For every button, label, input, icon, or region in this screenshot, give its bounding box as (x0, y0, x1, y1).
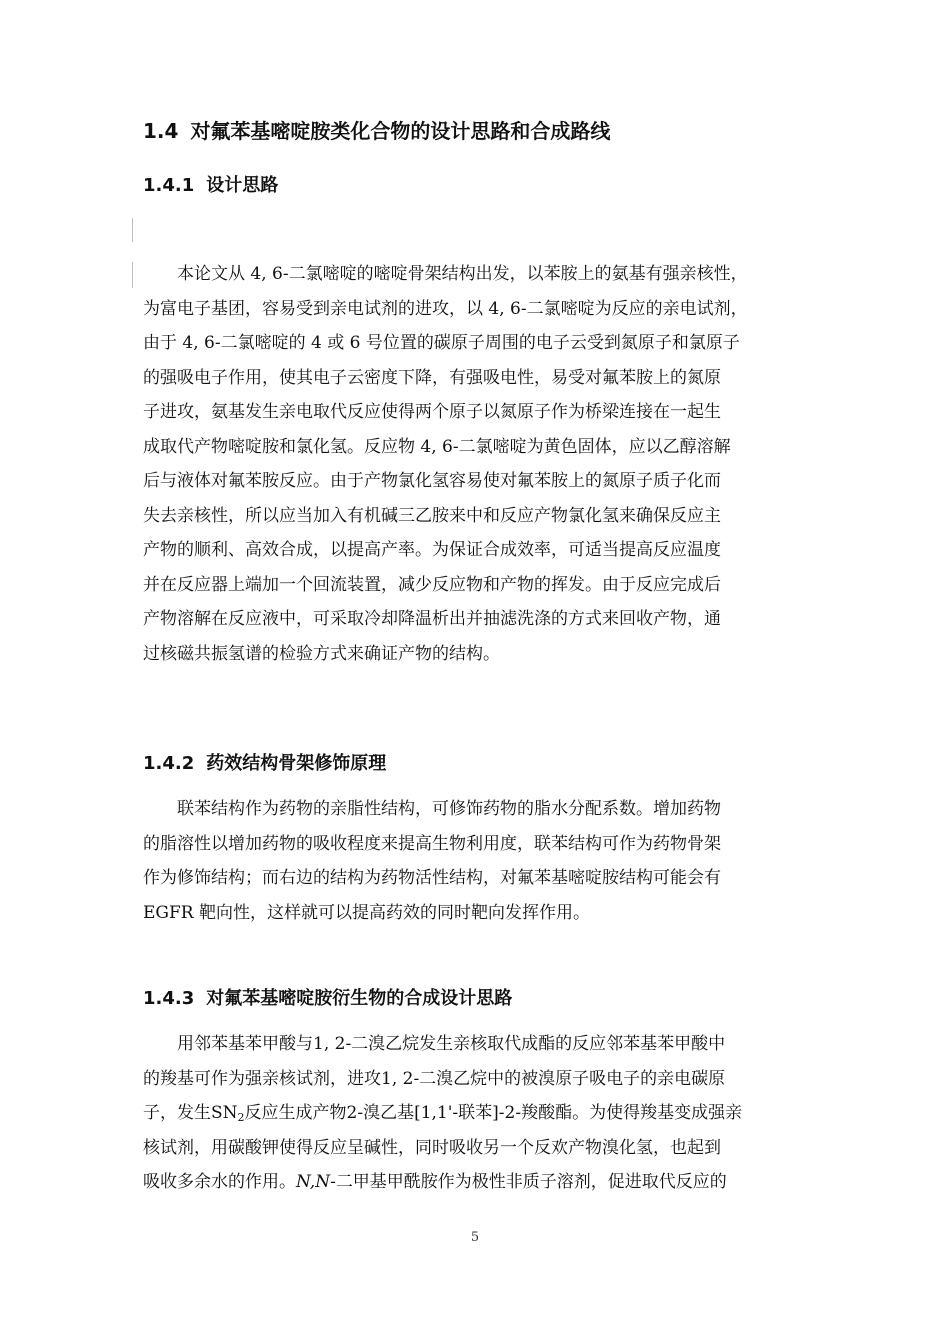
subsection-title: 药效结构骨架修饰原理 (206, 753, 387, 774)
section-title: 对氟苯基嘧啶胺类化合物的设计思路和合成路线 (190, 119, 611, 143)
text-line: 联苯结构作为药物的亲脂性结构，可修饰药物的脂水分配系数。增加药物 (177, 799, 721, 819)
subsection-number: 1.4.3 (143, 988, 195, 1009)
text-segment: 二甲基甲酰胺作为极性非质子溶剂，促进取代反应的 (335, 1172, 727, 1192)
text-line: 失去亲核性，所以应当加入有机碱三乙胺来中和反应产物氯化氢来确保反应主 (143, 505, 721, 526)
text-line: 作为修饰结构；而右边的结构为药物活性结构，对氟苯基嘧啶胺结构可能会有 (143, 868, 721, 888)
subsection-heading-3 (143, 985, 512, 1013)
text-line: 并在反应器上端加一个回流装置，减少反应物和产物的挥发。由于反应完成后 (143, 574, 721, 595)
subsection-heading-1 (143, 172, 278, 200)
text-line (143, 1165, 811, 1200)
text-line: 成取代产物嘧啶胺和氯化氢。反应物 4, 6-二氯嘧啶为黄色固体，应以乙醇溶解 (143, 436, 731, 457)
text-line: 用邻苯基苯甲酸与1, 2-二溴乙烷发生亲核取代成酯的反应邻苯基苯甲酸中 (177, 1034, 726, 1054)
text-line: 产物的顺利、高效合成，以提高产率。为保证合成效率，可适当提高反应温度 (143, 540, 721, 560)
page-number: 5 (470, 1230, 480, 1245)
text-line: 为富电子基团，容易受到亲电试剂的进攻，以 4, 6-二氯嘧啶为反应的亲电试剂， (143, 298, 748, 319)
text-line: EGFR 靶向性，这样就可以提高药效的同时靶向发挥作用。 (143, 902, 590, 923)
text-line: 本论文从 4, 6-二氯嘧啶的嘧啶骨架结构出发，以苯胺上的氨基有强亲核性， (177, 264, 748, 284)
text-segment: 吸收多余水的作用。 (143, 1172, 296, 1192)
subsection-title: 设计思路 (206, 175, 279, 196)
text-cursor-mark (132, 218, 133, 242)
subsection-number: 1.4.2 (143, 753, 195, 774)
text-cursor-mark (132, 262, 133, 288)
text-segment: 反应生成产物2-溴乙基[1,1'-联苯]-2-羧酸酯。为使得羧基变成强亲 (244, 1103, 743, 1123)
text-line: 后与液体对氟苯胺反应。由于产物氯化氢容易使对氟苯胺上的氮原子质子化而 (143, 471, 721, 491)
text-line: 核试剂，用碳酸钾使得反应呈碱性，同时吸收另一个反欢产物溴化氢，也起到 (143, 1137, 721, 1158)
section-number: 1.4 (143, 119, 179, 143)
text-line: 的脂溶性以增加药物的吸收程度来提高生物利用度，联苯结构可作为药物骨架 (143, 833, 721, 854)
text-line: 过核磁共振氢谱的检验方式来确证产物的结构。 (143, 643, 500, 664)
subscript: 2 (237, 1111, 245, 1124)
subsection-number: 1.4.1 (143, 175, 195, 196)
text-line: 由于 4, 6-二氯嘧啶的 4 或 6 号位置的碳原子周围的电子云受到氮原子和氯原子 (143, 333, 740, 353)
italic-term: N,N- (296, 1172, 336, 1192)
text-line: 产物溶解在反应液中，可采取冷却降温析出并抽滤洗涤的方式来回收产物，通 (143, 609, 721, 629)
paragraph-design-idea (143, 257, 811, 671)
text-line: 的强吸电子作用，使其电子云密度下降，有强吸电性，易受对氟苯胺上的氮原 (143, 367, 721, 388)
subsection-heading-2 (143, 750, 386, 778)
text-segment: 子，发生SN (143, 1103, 238, 1123)
subsection-title: 对氟苯基嘧啶胺衍生物的合成设计思路 (206, 988, 513, 1009)
text-line: 的羧基可作为强亲核试剂，进攻1, 2-二溴乙烷中的被溴原子吸电子的亲电碳原 (143, 1068, 726, 1089)
paragraph-scaffold-modification (143, 792, 811, 930)
section-heading (143, 116, 610, 146)
paragraph-synthesis-design (143, 1027, 811, 1200)
text-line (143, 1096, 811, 1131)
text-line: 子进攻，氨基发生亲电取代反应使得两个原子以氮原子作为桥梁连接在一起生 (143, 402, 721, 422)
